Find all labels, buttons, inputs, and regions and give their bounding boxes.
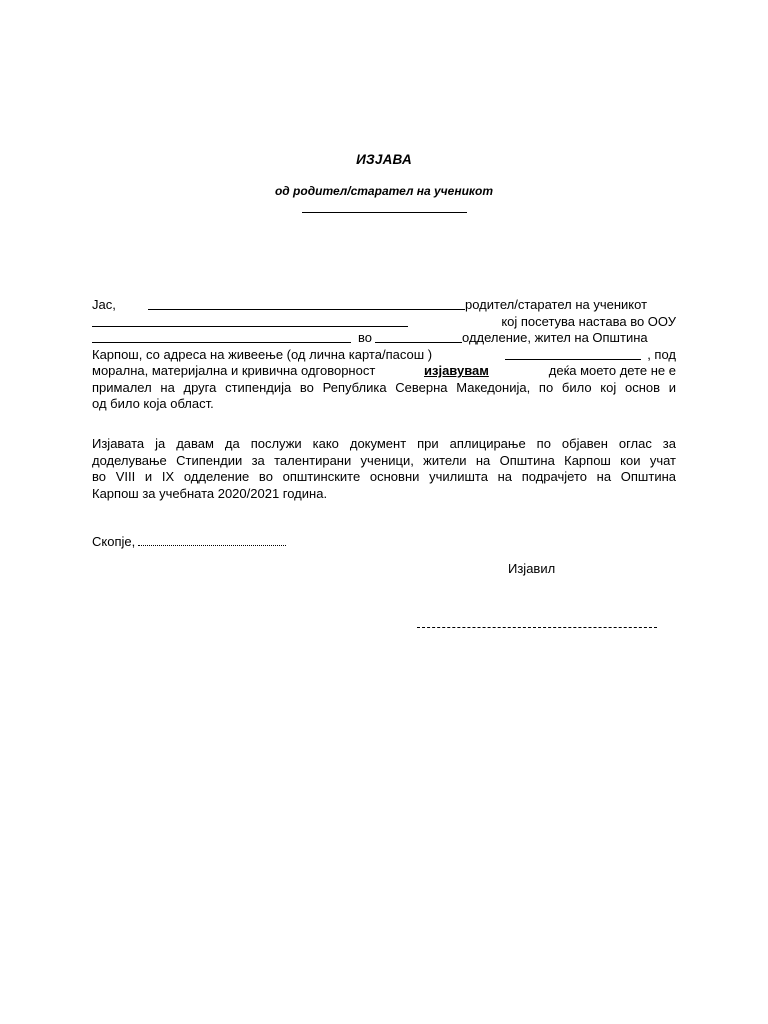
paragraph1-line3 xyxy=(92,330,676,347)
document-title: ИЗЈАВА xyxy=(356,152,412,167)
line1-start-text: Јас, xyxy=(92,297,116,312)
line3-end-text: одделение, жител на Општина xyxy=(462,330,648,345)
place-label: Скопје, xyxy=(92,534,136,549)
paragraph1-line2 xyxy=(92,314,676,331)
document-subtitle: од родител/старател на ученикот xyxy=(274,184,494,198)
line2-end-text: кој посетува настава во ООУ xyxy=(501,313,676,329)
line4-start-text: Карпош, со адреса на живеење (од лична карта/пасош ) xyxy=(92,346,433,362)
paragraph2-line2: доделување Стипендии за талентирани ученици, жители на Општина Карпош кои учат xyxy=(92,452,676,468)
line5-end-text: деќа моето дете не е xyxy=(548,363,676,378)
subtitle-underline xyxy=(302,212,467,213)
paragraph2-line3: во VIII и IX одделение во општинските основни училишта на подрачјето на Општина xyxy=(92,469,676,484)
paragraph2-line1: Изјавата ја давам да послужи како документ при аплицирање по објавен оглас за xyxy=(92,436,676,451)
signature-line[interactable] xyxy=(417,627,657,628)
line3-mid-text: во xyxy=(358,330,372,345)
id-number-blank[interactable] xyxy=(505,347,641,360)
paragraph1-line1 xyxy=(92,297,676,314)
paragraph2-line4: Карпош за учебната 2020/2021 година. xyxy=(92,485,328,501)
name-blank[interactable] xyxy=(148,297,465,310)
paragraph1-line4 xyxy=(92,347,676,364)
line5-start-text: морална, материјална и кривична одговорност xyxy=(92,363,376,378)
place-date-line xyxy=(92,534,286,549)
line4-end-text: , под xyxy=(647,346,676,362)
student-blank[interactable] xyxy=(92,314,408,327)
declare-word: изјавувам xyxy=(424,363,489,378)
paragraph1-line6: прималел на друга стипендија во Република Северна Македонија, по било кој основ и xyxy=(92,379,676,395)
date-blank[interactable] xyxy=(138,535,286,546)
paragraph1-line7: од било која област. xyxy=(92,396,214,411)
signer-label: Изјавил xyxy=(508,561,556,576)
grade-blank[interactable] xyxy=(375,330,462,343)
declaration-paragraph xyxy=(92,297,676,413)
line1-end-text: родител/старател на ученикот xyxy=(465,297,648,312)
school-blank[interactable] xyxy=(92,330,351,343)
purpose-paragraph xyxy=(92,436,676,502)
paragraph1-line5 xyxy=(92,363,676,380)
